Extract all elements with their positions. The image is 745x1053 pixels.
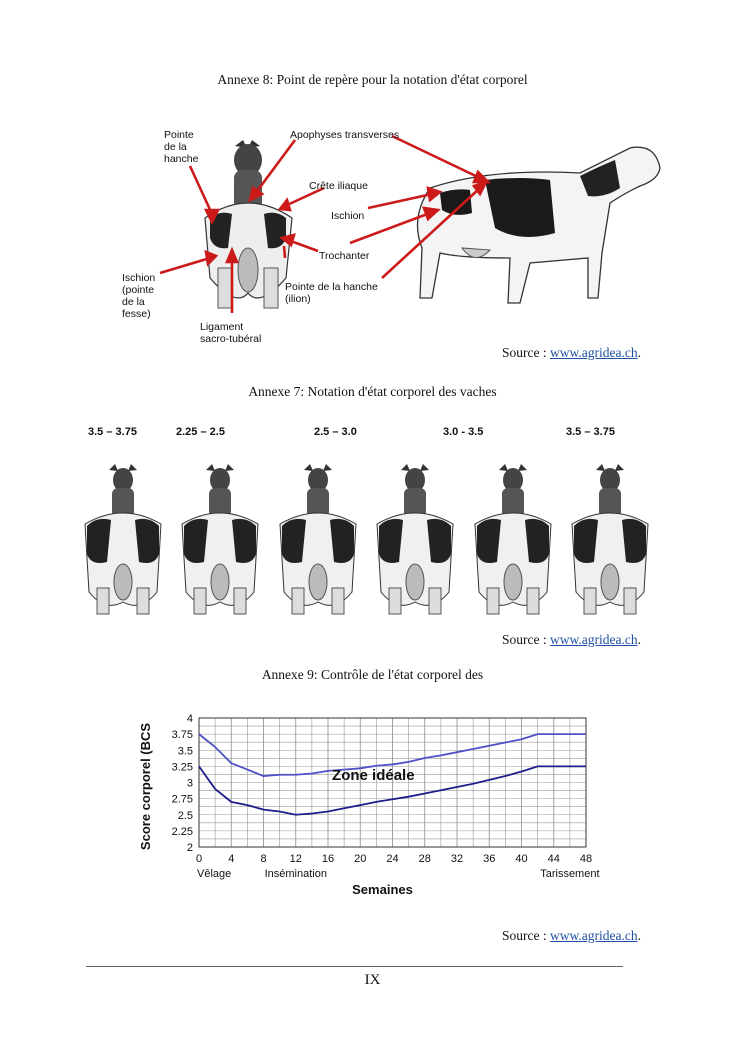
source-prefix: Source : [502,632,551,647]
cow-rear-views-row [80,458,660,618]
y-tick-label: 2 [186,842,193,854]
zone-label: Zone idéale [332,766,415,784]
bcs-chart [130,705,600,905]
label-apophyses: Apophyses transverses [290,129,400,141]
label-ischion-fesse: Ischion (pointe de la fesse) [122,272,156,320]
x-tick-label: 4 [228,853,235,865]
label-ischion: Ischion [331,210,365,222]
y-tick-label: 3.75 [171,729,193,742]
x-tick-label: 16 [321,853,335,865]
x-tick-label: 8 [260,853,267,865]
x-tick-label: 24 [386,853,399,865]
y-tick-label: 4 [186,713,193,725]
source-link[interactable]: www.agridea.ch [550,345,638,360]
bcs-label: 3.5 – 3.75 [88,426,137,438]
annexe9-caption: Annexe 9: Contrôle de l'état corporel des [261,667,484,682]
footer-divider [86,966,623,967]
rear-cow-6 [572,464,648,614]
bcs-label: 3.5 – 3.75 [566,426,615,438]
x-tick-label: 40 [515,853,528,865]
side-cow-illustration [418,147,661,303]
x-tick-label: 48 [579,853,593,865]
x-tick-label: 12 [289,853,302,865]
label-pointe-hanche: Pointe de la hanche [164,129,199,165]
source-prefix: Source : [502,928,551,943]
annexe9-source [502,928,641,944]
x-tick-label: 20 [354,853,367,865]
source-suffix: . [637,345,641,360]
rear-cow-2 [182,464,258,614]
x-tick-label: 0 [195,853,203,865]
source-link[interactable]: www.agridea.ch [550,928,638,943]
y-tick-label: 2.25 [171,825,193,838]
annexe8-source [502,345,641,361]
annexe7-caption: Annexe 7: Notation d'état corporel des vaches [248,384,497,399]
bcs-label: 2.25 – 2.5 [176,426,225,438]
source-link[interactable]: www.agridea.ch [550,632,638,647]
source-suffix: . [637,928,641,943]
y-tick-label: 2.75 [171,793,193,806]
rear-cow-4 [377,464,453,614]
x-tick-label: 28 [418,853,431,865]
source-suffix: . [637,632,641,647]
bcs-label: 2.5 – 3.0 [314,426,357,438]
x-tick-label: 44 [547,853,560,865]
label-ligament: Ligament sacro-tubéral [200,321,262,345]
x-tick-label: 32 [450,853,464,865]
y-tick-label: 3 [186,777,193,790]
rear-cow-1 [85,464,161,614]
label-pointe-hanche-ilion: Pointe de la hanche (ilion) [285,281,378,305]
bcs-label: 3.0 - 3.5 [443,426,484,438]
source-prefix: Source : [502,345,551,360]
y-tick-label: 3.5 [177,745,193,758]
page-number: IX [364,972,381,988]
y-axis-label: Score corporel (BCS [138,722,153,851]
rear-cow-5 [475,464,551,614]
label-trochanter: Trochanter [319,250,370,262]
x-axis-label: Semaines [352,882,413,897]
y-tick-label: 3.25 [171,761,193,774]
x-annotation: Insémination [264,868,327,880]
y-tick-label: 2.5 [177,809,193,822]
x-tick-label: 36 [483,853,496,865]
annexe8-caption: Annexe 8: Point de repère pour la notation d'état corporel [217,72,528,87]
label-crete-iliaque: Crête iliaque [309,180,368,192]
x-annotation: Tarissement [540,868,600,880]
rear-cow-3 [280,464,356,614]
x-annotation: Vêlage [197,868,232,880]
rear-cow-illustration [205,140,292,308]
annexe7-source [502,632,641,648]
